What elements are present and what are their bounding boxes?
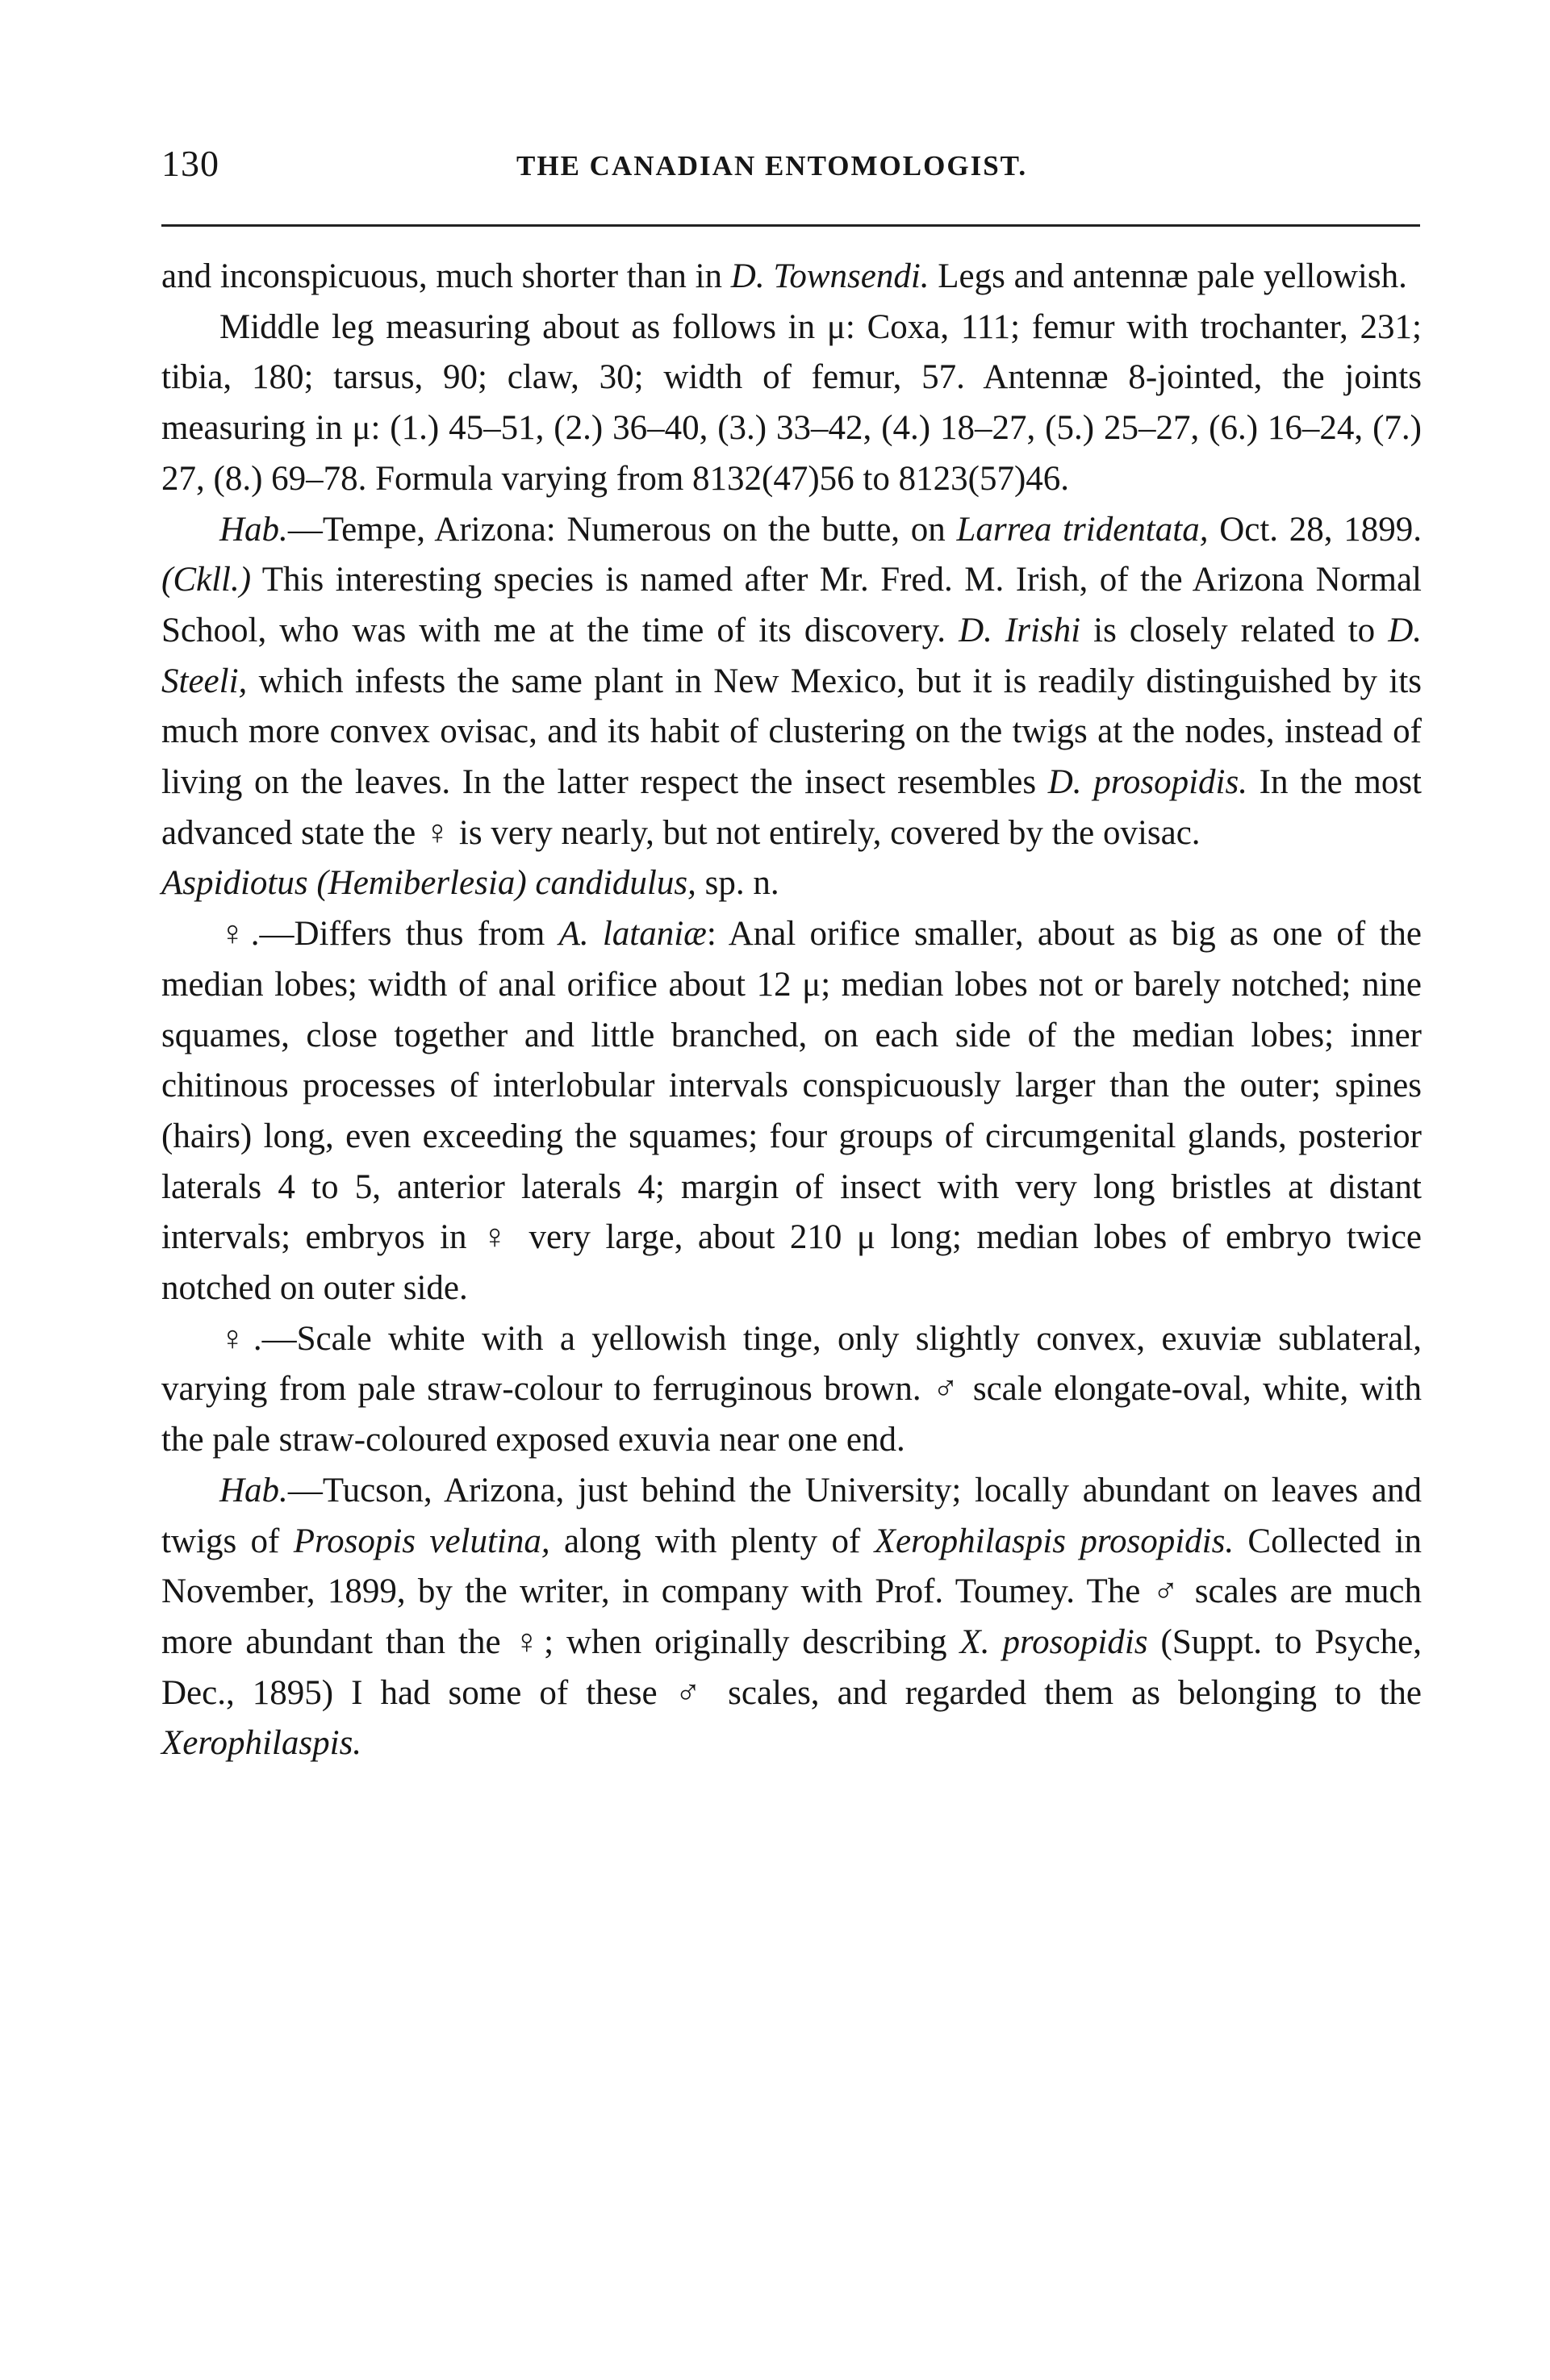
running-title: THE CANADIAN ENTOMOLOGIST.	[516, 150, 1028, 182]
body-text	[161, 252, 1422, 1769]
paragraph-female-description: ♀.—Differs thus from A. lataniæ: Anal orifice smaller, about as big as one of the median lobes; width of anal orifice about 12 μ; median lobes not or barely notched; nine squames, close together and little branched, on each side of the median lobes; inner chitinous processes of interlobular intervals conspicuously larger than the outer; spines (hairs) long, even exceeding the squames; four groups of circumgenital glands, posterior laterals 4 to 5, anterior laterals 4; margin of insect with very long bristles at distant intervals; embryos in ♀ very large, about 210 μ long; median lobes of embryo twice notched on outer side.	[161, 915, 1422, 1308]
page-header	[161, 145, 1420, 194]
paragraph-continuation: and inconspicuous, much shorter than in D. Townsendi. Legs and antennæ pale yellowish.	[161, 257, 1407, 295]
species-heading: Aspidiotus (Hemiberlesia) candidulus, sp. n.	[161, 864, 779, 903]
paragraph-habitat-tempe: Hab.—Tempe, Arizona: Numerous on the butte, on Larrea tridentata, Oct. 28, 1899. (Ckll.) This interesting species is named after Mr. Fred. M. Irish, of the Arizona Normal School, who was with me at the time of its discovery. D. Irishi is closely related to D. Steeli, which infests the same plant in New Mexico, but it is readily distinguished by its much more convex ovisac, and its habit of clustering on the twigs at the nodes, instead of living on the leaves. In the latter respect the insect resembles D. prosopidis. In the most advanced state the ♀ is very nearly, but not entirely, covered by the ovisac.	[161, 510, 1423, 852]
page-number: 130	[161, 143, 219, 184]
paragraph-scale-description: ♀.—Scale white with a yellowish tinge, only slightly convex, exuviæ sublateral, varying from pale straw-colour to ferruginous brown. ♂ scale elongate-oval, white, with the pale straw-coloured exposed exuvia near one end.	[161, 1319, 1422, 1459]
paragraph-measurements: Middle leg measuring about as follows in μ: Coxa, 111; femur with trochanter, 231; tibia, 180; tarsus, 90; claw, 30; width of femur, 57. Antennæ 8-jointed, the joints measuring in μ: (1.) 45–51, (2.) 36–40, (3.) 33–42, (4.) 18–27, (5.) 25–27, (6.) 16–24, (7.) 27, (8.) 69–78. Formula varying from 8132(47)56 to 8123(57)46.	[161, 307, 1422, 498]
header-rule	[161, 224, 1420, 227]
paragraph-habitat-tucson: Hab.—Tucson, Arizona, just behind the University; locally abundant on leaves and twigs of Prosopis velutina, along with plenty of Xerophilaspis prosopidis. Collected in November, 1899, by the writer, in company with Prof. Toumey. The ♂ scales are much more abundant than the ♀; when originally describing X. prosopidis (Suppt. to Psyche, Dec., 1895) I had some of these ♂ scales, and regarded them as belonging to the Xerophilaspis.	[161, 1471, 1422, 1763]
